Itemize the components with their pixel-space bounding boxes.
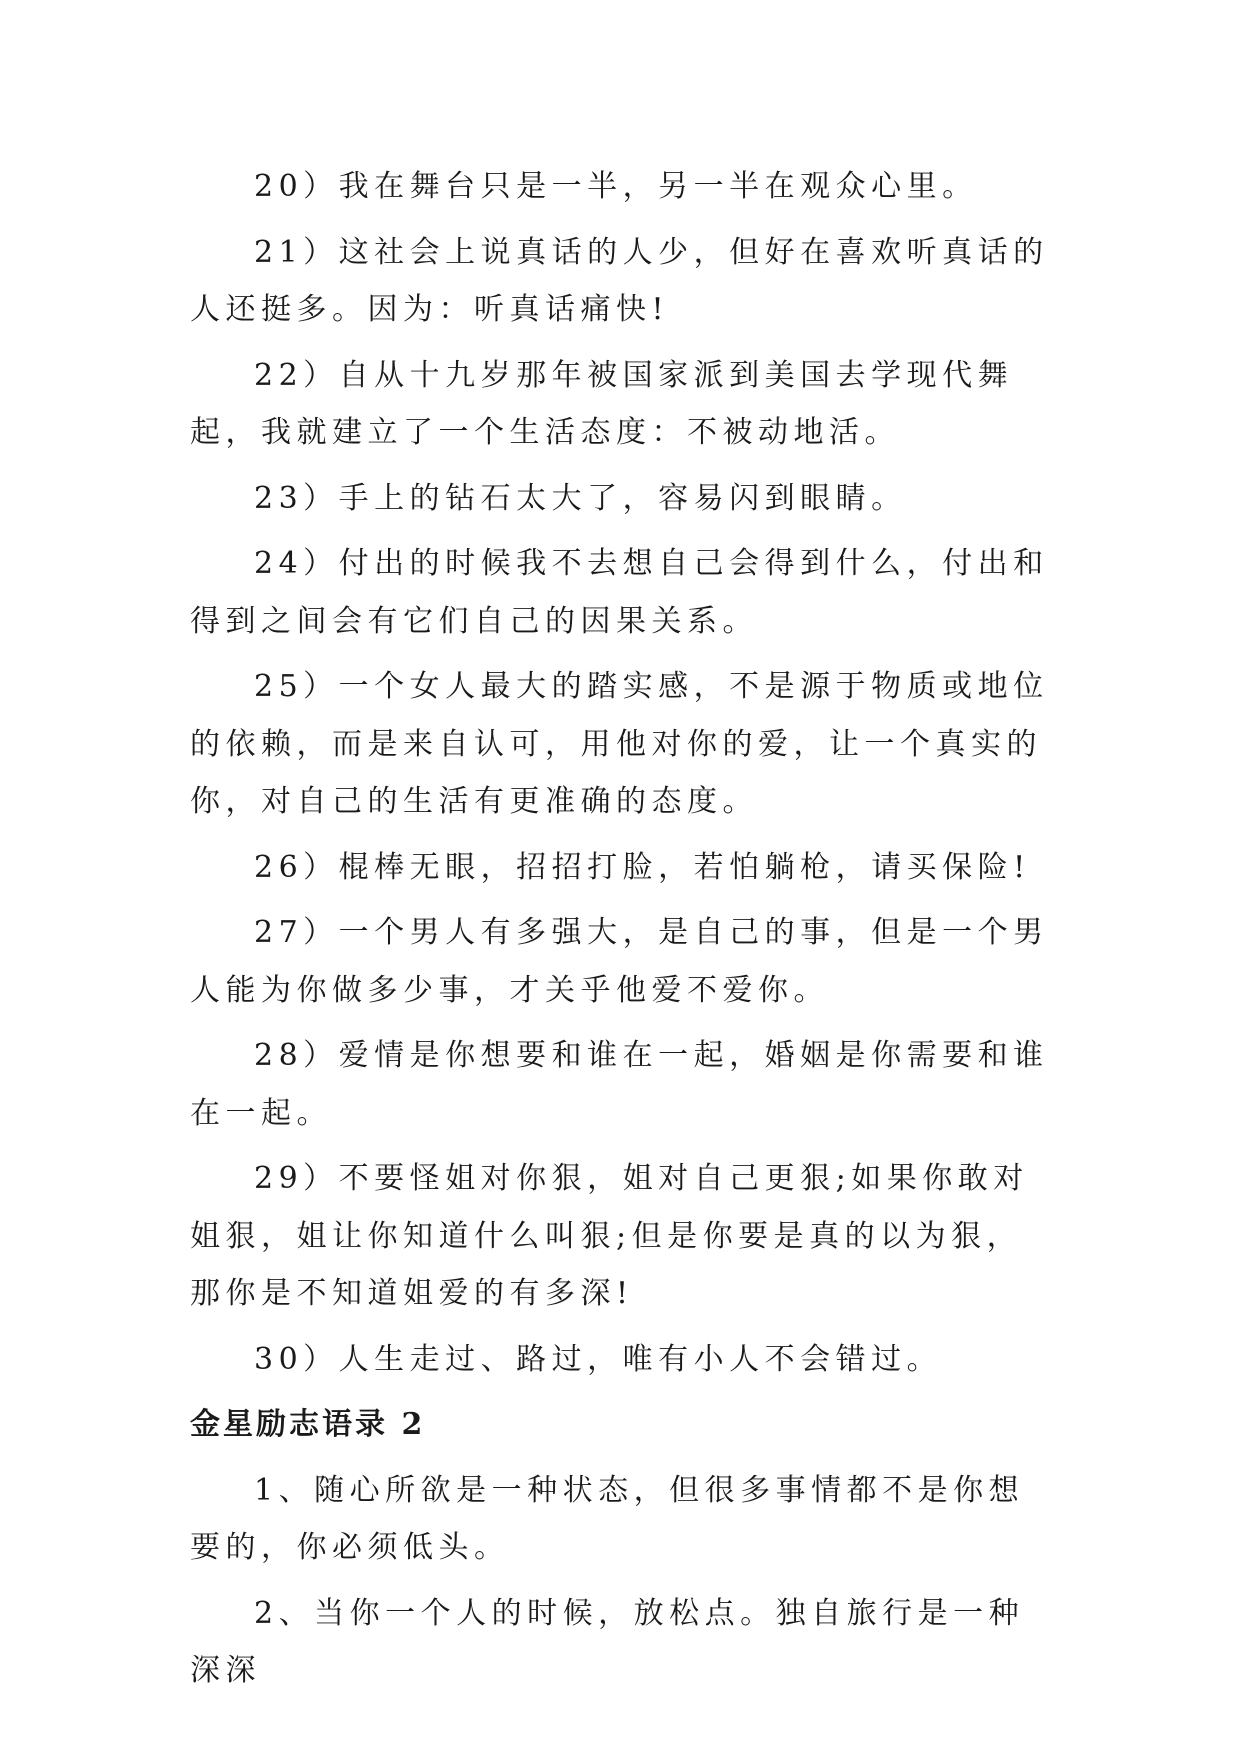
- document-body: [190, 158, 1050, 1708]
- quote-paragraph: 29）不要怪姐对你狠，姐对自己更狠;如果你敢对姐狠，姐让你知道什么叫狠;但是你要是真的以为狠，那你是不知道姐爱的有多深!: [190, 1161, 1029, 1311]
- quote-paragraph: 24）付出的时候我不去想自己会得到什么，付出和得到之间会有它们自己的因果关系。: [190, 546, 1049, 639]
- quote-paragraph: 1、随心所欲是一种状态，但很多事情都不是你想要的，你必须低头。: [190, 1472, 1025, 1565]
- quote-paragraph: 27）一个男人有多强大，是自己的事，但是一个男人能为你做多少事，才关乎他爱不爱你。: [190, 915, 1049, 1008]
- quote-paragraph: 26）棍棒无眼，招招打脸，若怕躺枪，请买保险!: [254, 849, 1031, 885]
- section-heading: 金星励志语录 2: [190, 1407, 426, 1442]
- quote-paragraph: 28）爱情是你想要和谁在一起，婚姻是你需要和谁在一起。: [190, 1038, 1049, 1131]
- quote-paragraph: 2、当你一个人的时候，放松点。独自旅行是一种深深: [190, 1595, 1025, 1688]
- quote-paragraph: 30）人生走过、路过，唯有小人不会错过。: [254, 1341, 943, 1377]
- quote-paragraph: 22）自从十九岁那年被国家派到美国去学现代舞起，我就建立了一个生活态度：不被动地活。: [190, 357, 1014, 450]
- quote-paragraph: 21）这社会上说真话的人少，但好在喜欢听真话的人还挺多。因为：听真话痛快!: [190, 234, 1049, 327]
- quote-paragraph: 23）手上的钻石太大了，容易闪到眼睛。: [254, 480, 907, 516]
- quote-paragraph: 20）我在舞台只是一半，另一半在观众心里。: [254, 169, 978, 204]
- quote-paragraph: 25）一个女人最大的踏实感，不是源于物质或地位的依赖，而是来自认可，用他对你的爱，让一个真实的你，对自己的生活有更准确的态度。: [190, 669, 1049, 819]
